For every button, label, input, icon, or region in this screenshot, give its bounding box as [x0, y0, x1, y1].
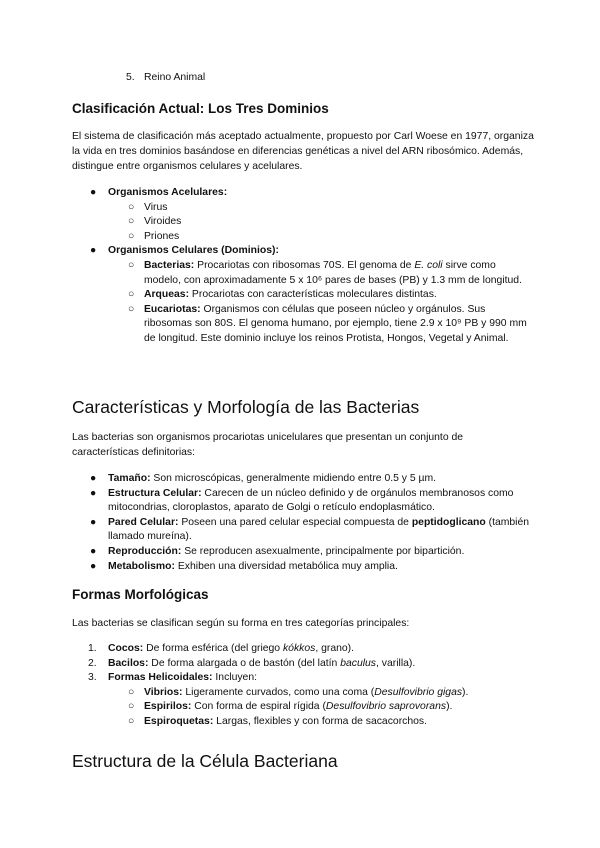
bullet-icon: ● [90, 473, 97, 484]
list-item: ● Estructura Celular: Carecen de un núcleo definido y de orgánulos membranosos como mitocondrias, cloroplastos, aparato de Golgi o retículo endoplasmático. [90, 487, 514, 514]
section-heading-formas: Formas Morfológicas [72, 587, 209, 602]
list-item: ○ Viroides [72, 215, 532, 230]
bullet-icon: ● [90, 516, 97, 528]
list-number: 5. [126, 72, 135, 83]
paragraph-intro-bacterias: Las bacterias son organismos procariotas unicelulares que presentan un conjunto de características definitorias: [72, 432, 464, 458]
circle-bullet-icon: ○ [128, 216, 135, 228]
circle-bullet-icon: ○ [128, 230, 135, 242]
list-item-cocos: 1. Cocos: De forma esférica (del griego kókkos, grano). [88, 643, 355, 654]
section-heading-dominios: Clasificación Actual: Los Tres Dominios [72, 101, 329, 116]
circle-bullet-icon: ○ [128, 201, 135, 213]
section-heading-estructura: Estructura de la Célula Bacteriana [72, 751, 338, 771]
section-heading-caracteristicas: Características y Morfología de las Bacterias [72, 397, 420, 417]
circle-bullet-icon: ○ [128, 259, 135, 271]
list-item-espiroquetas: ○ Espiroquetas: Largas, flexibles y con forma de sacacorchos. [72, 715, 532, 730]
circle-bullet-icon: ○ [128, 289, 135, 301]
list-item [72, 71, 532, 86]
list-item-arqueas: ○ Arqueas: Procariotas con características moleculares distintas. [72, 288, 532, 303]
bullet-icon: ● [90, 187, 97, 198]
list-item-helicoidales: 3. Formas Helicoidales: Incluyen: [88, 672, 258, 684]
list-item: ● Reproducción: Se reproducen asexualmente, principalmente por bipartición. [72, 545, 532, 560]
dominios-list [72, 186, 532, 347]
list-item: ● Tamaño: Son microscópicas, generalmente midiendo entre 0.5 y 5 µm. [72, 472, 532, 487]
list-item: ● Organismos Celulares (Dominios): [72, 244, 532, 259]
list-item-bacilos: 2. Bacilos: De forma alargada o de bastón (del latín baculus, varilla). [88, 657, 416, 669]
caracteristicas-list [72, 472, 532, 574]
list-item-espirilos: ○ Espirilos: Con forma de espiral rígida (Desulfovibrio saprovorans). [72, 700, 532, 715]
list-item-bacterias: ○ Bacterias: Procariotas con ribosomas 70S. El genoma de E. coli sirve como modelo, con aproximadamente 5 x 10⁶ pares de bases (PB) y 1.3 mm de longitud. [128, 259, 522, 286]
list-item: ● Metabolismo: Exhiben una diversidad metabólica muy amplia. [72, 560, 532, 575]
bullet-icon: ● [90, 560, 97, 572]
top-list [72, 71, 532, 86]
bullet-icon: ● [90, 245, 97, 257]
list-item-text: Reino Animal [144, 72, 206, 83]
list-item: ○ Priones [72, 230, 532, 245]
circle-bullet-icon: ○ [128, 701, 135, 713]
list-item-eucariotas: ○ Eucariotas: Organismos con células que poseen núcleo y orgánulos. Sus ribosomas son 80S. El genoma humano, por ejemplo, tiene 2.9 x 10⁹ PB y 990 mm de longitud. Este dominio incluye los reinos Protista, Hongos, Vegetal y Animal. [128, 303, 527, 344]
circle-bullet-icon: ○ [128, 686, 135, 698]
circle-bullet-icon: ○ [128, 715, 135, 727]
paragraph-intro-formas: Las bacterias se clasifican según su forma en tres categorías principales: [72, 618, 410, 629]
paragraph-intro-dominios: El sistema de clasificación más aceptado actualmente, propuesto por Carl Woese en 1977, organiza la vida en tres dominios basándose en diferencias genéticas a nivel del ARN ribosómico. Además, distingue entre organismos celulares y acelulares. [72, 131, 534, 172]
list-item: ● Organismos Acelulares: [72, 186, 532, 201]
list-item-vibrios: ○ Vibrios: Ligeramente curvados, como una coma (Desulfovibrio gigas). [72, 686, 532, 701]
bullet-icon: ● [90, 545, 97, 557]
bullet-icon: ● [90, 487, 97, 499]
formas-list [72, 642, 532, 730]
list-item: ○ Virus [72, 201, 532, 216]
list-item: ● Pared Celular: Poseen una pared celular especial compuesta de peptidoglicano (también llamado mureína). [90, 516, 530, 543]
circle-bullet-icon: ○ [128, 303, 135, 315]
